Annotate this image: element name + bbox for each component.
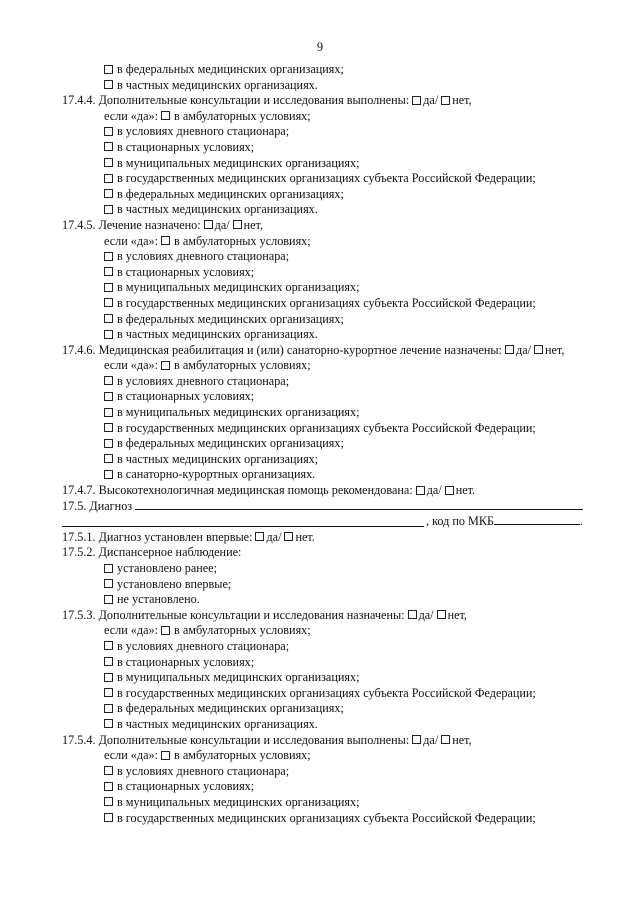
option-line [0, 405, 640, 421]
option-line [0, 265, 640, 281]
checkbox[interactable] [104, 673, 113, 682]
yes-checkbox[interactable] [408, 610, 417, 619]
question-17-4-6 [0, 343, 640, 359]
no-checkbox[interactable] [534, 345, 543, 354]
option-label: установлено впервые; [117, 576, 232, 591]
yes-label: да/ [214, 217, 230, 232]
question-17-5-4 [0, 733, 640, 749]
option-line [0, 62, 640, 78]
question-title: 17.4.7. Высокотехнологичная медицинская помощь рекомендована: [62, 483, 413, 498]
option-label: установлено ранее; [117, 561, 217, 575]
option-line [0, 140, 640, 156]
option-label: в санаторно-курортных организациях. [117, 467, 316, 482]
diagnosis-label: 17.5. Диагноз [62, 498, 133, 513]
option-label: в федеральных медицинских организациях; [117, 62, 344, 76]
no-label: нет. [295, 529, 315, 544]
option-line [0, 764, 640, 780]
if-yes-line [0, 623, 640, 639]
option-label: в государственных медицинских организациях субъекта Российской Федерации; [117, 810, 536, 825]
option-label: в федеральных медицинских организациях; [117, 436, 344, 451]
option-line [0, 296, 640, 312]
checkbox[interactable] [104, 423, 113, 432]
checkbox[interactable] [104, 454, 113, 463]
no-checkbox[interactable] [445, 486, 454, 495]
yes-label: да/ [266, 529, 282, 544]
yes-checkbox[interactable] [505, 345, 514, 354]
if-yes-line [0, 748, 640, 764]
no-label: нет, [545, 342, 565, 357]
checkbox[interactable] [161, 361, 170, 370]
checkbox[interactable] [104, 80, 113, 89]
checkbox[interactable] [104, 657, 113, 666]
option-label: в амбулаторных условиях; [174, 358, 311, 373]
yes-label: да/ [426, 483, 442, 498]
form-content [0, 62, 640, 826]
option-line [0, 670, 640, 686]
option-label: в частных медицинских организациях. [117, 716, 318, 731]
checkbox[interactable] [104, 564, 113, 573]
option-label: в амбулаторных условиях; [174, 108, 311, 123]
checkbox[interactable] [161, 236, 170, 245]
checkbox[interactable] [104, 205, 113, 214]
option-line [0, 639, 640, 655]
diagnosis-line-2 [0, 514, 640, 530]
option-label: в условиях дневного стационара; [117, 763, 290, 778]
question-17-4-7 [0, 483, 640, 499]
yes-label: да/ [423, 732, 439, 747]
icd-code-field[interactable] [494, 514, 580, 525]
option-label: в частных медицинских организациях; [117, 451, 319, 466]
yes-label: да/ [423, 93, 439, 108]
option-line [0, 577, 640, 593]
checkbox[interactable] [104, 65, 113, 74]
no-label: нет. [455, 483, 476, 498]
option-label: в частных медицинских организациях. [117, 202, 318, 217]
checkbox[interactable] [104, 766, 113, 775]
checkbox[interactable] [104, 158, 113, 167]
checkbox[interactable] [161, 626, 170, 635]
checkbox[interactable] [104, 174, 113, 183]
option-label: в условиях дневного стационара; [117, 249, 290, 264]
yes-checkbox[interactable] [412, 96, 421, 105]
checkbox[interactable] [104, 267, 113, 276]
question-17-5-3 [0, 608, 640, 624]
checkbox[interactable] [104, 283, 113, 292]
if-yes-line [0, 358, 640, 374]
option-line [0, 795, 640, 811]
question-title: 17.4.5. Лечение назначено: [62, 217, 201, 232]
option-label: в муниципальных медицинских организациях; [117, 405, 360, 420]
checkbox[interactable] [104, 470, 113, 479]
checkbox[interactable] [104, 439, 113, 448]
option-label: в стационарных условиях; [117, 654, 255, 669]
no-checkbox[interactable] [437, 610, 446, 619]
no-checkbox[interactable] [441, 735, 450, 744]
option-label: в муниципальных медицинских организациях; [117, 280, 360, 295]
option-label: в государственных медицинских организациях субъекта Российской Федерации; [117, 171, 536, 186]
checkbox[interactable] [104, 142, 113, 151]
checkbox[interactable] [104, 392, 113, 401]
checkbox[interactable] [104, 688, 113, 697]
checkbox[interactable] [161, 751, 170, 760]
option-label: не установлено. [117, 592, 200, 607]
diagnosis-field[interactable] [135, 499, 583, 510]
question-title: 17.4.4. Дополнительные консультации и исследования выполнены: [62, 93, 410, 108]
option-label: в государственных медицинских организациях субъекта Российской Федерации; [117, 420, 536, 435]
option-label: в амбулаторных условиях; [174, 233, 311, 248]
if-yes-label: если «да»: [104, 233, 158, 248]
checkbox[interactable] [104, 782, 113, 791]
no-label: нет, [452, 93, 472, 108]
question-17-5-2 [0, 545, 640, 561]
if-yes-line [0, 234, 640, 250]
if-yes-label: если «да»: [104, 748, 158, 763]
no-checkbox[interactable] [441, 96, 450, 105]
diagnosis-field-continued[interactable] [62, 526, 424, 527]
checkbox[interactable] [104, 408, 113, 417]
option-line [0, 717, 640, 733]
option-label: в стационарных условиях; [117, 389, 255, 404]
question-17-5-1 [0, 530, 640, 546]
option-line [0, 78, 640, 94]
question-17-4-4 [0, 93, 640, 109]
option-line [0, 467, 640, 483]
diagnosis-line [0, 499, 640, 515]
option-line [0, 686, 640, 702]
checkbox[interactable] [104, 595, 113, 604]
icd-tail [426, 514, 583, 530]
page-number: 9 [316, 40, 324, 54]
yes-checkbox[interactable] [416, 486, 425, 495]
option-label: в стационарных условиях; [117, 139, 255, 154]
option-line [0, 171, 640, 187]
option-line [0, 124, 640, 140]
checkbox[interactable] [161, 111, 170, 120]
yes-checkbox[interactable] [412, 735, 421, 744]
option-label: в частных медицинских организациях. [117, 327, 318, 342]
option-line [0, 156, 640, 172]
option-line [0, 779, 640, 795]
yes-checkbox[interactable] [255, 532, 264, 541]
checkbox[interactable] [104, 330, 113, 339]
if-yes-label: если «да»: [104, 623, 158, 638]
yes-label: да/ [418, 607, 434, 622]
option-line [0, 701, 640, 717]
option-label: в стационарных условиях; [117, 264, 255, 279]
option-label: в условиях дневного стационара; [117, 373, 290, 388]
no-label: нет, [243, 217, 264, 232]
yes-label: да/ [516, 342, 531, 357]
option-line [0, 327, 640, 343]
checkbox[interactable] [104, 127, 113, 136]
option-line [0, 249, 640, 265]
option-label: в муниципальных медицинских организациях; [117, 794, 360, 809]
option-line [0, 389, 640, 405]
option-label: в федеральных медицинских организациях; [117, 186, 344, 201]
option-line [0, 374, 640, 390]
checkbox[interactable] [104, 704, 113, 713]
option-label: в амбулаторных условиях; [174, 623, 311, 638]
option-label: в условиях дневного стационара; [117, 124, 290, 139]
yes-checkbox[interactable] [204, 220, 213, 229]
option-label: в стационарных условиях; [117, 779, 255, 794]
if-yes-line [0, 109, 640, 125]
question-title: 17.5.4. Дополнительные консультации и исследования выполнены: [62, 732, 410, 747]
question-title: 17.5.3. Дополнительные консультации и исследования назначены: [62, 607, 405, 622]
option-line [0, 452, 640, 468]
checkbox[interactable] [104, 579, 113, 588]
question-17-4-5 [0, 218, 640, 234]
option-label: в муниципальных медицинских организациях; [117, 670, 360, 685]
checkbox[interactable] [104, 813, 113, 822]
option-line [0, 312, 640, 328]
if-yes-label: если «да»: [104, 358, 158, 373]
checkbox[interactable] [104, 189, 113, 198]
checkbox[interactable] [104, 252, 113, 261]
no-checkbox[interactable] [284, 532, 293, 541]
no-label: нет, [452, 732, 472, 747]
if-yes-label: если «да»: [104, 108, 158, 123]
checkbox[interactable] [104, 719, 113, 728]
option-line [0, 655, 640, 671]
option-line [0, 280, 640, 296]
end-mark: . [580, 514, 584, 529]
question-title: 17.4.6. Медицинская реабилитация и (или) санаторно-курортное лечение назначены: [62, 342, 502, 357]
option-line [0, 421, 640, 437]
question-title: 17.5.1. Диагноз установлен впервые: [62, 529, 253, 544]
checkbox[interactable] [104, 641, 113, 650]
option-line [0, 202, 640, 218]
option-label: в условиях дневного стационара; [117, 638, 290, 653]
option-line [0, 592, 640, 608]
checkbox[interactable] [104, 314, 113, 323]
option-label: в федеральных медицинских организациях; [117, 311, 344, 326]
icd-label: , код по МКБ [426, 514, 495, 529]
option-line [0, 436, 640, 452]
option-label: в государственных медицинских организациях субъекта Российской Федерации; [117, 685, 536, 700]
option-label: в государственных медицинских организациях субъекта Российской Федерации; [117, 295, 536, 310]
checkbox[interactable] [104, 298, 113, 307]
option-label: в муниципальных медицинских организациях; [117, 155, 360, 170]
option-line [0, 561, 640, 577]
question-title: 17.5.2. Диспансерное наблюдение: [62, 545, 242, 560]
option-label: в федеральных медицинских организациях; [117, 701, 344, 716]
checkbox[interactable] [104, 376, 113, 385]
option-line [0, 187, 640, 203]
no-label: нет, [447, 607, 467, 622]
option-line [0, 811, 640, 827]
no-checkbox[interactable] [233, 220, 242, 229]
option-label: в амбулаторных условиях; [174, 748, 311, 763]
checkbox[interactable] [104, 797, 113, 806]
option-label: в частных медицинских организациях. [117, 77, 318, 92]
